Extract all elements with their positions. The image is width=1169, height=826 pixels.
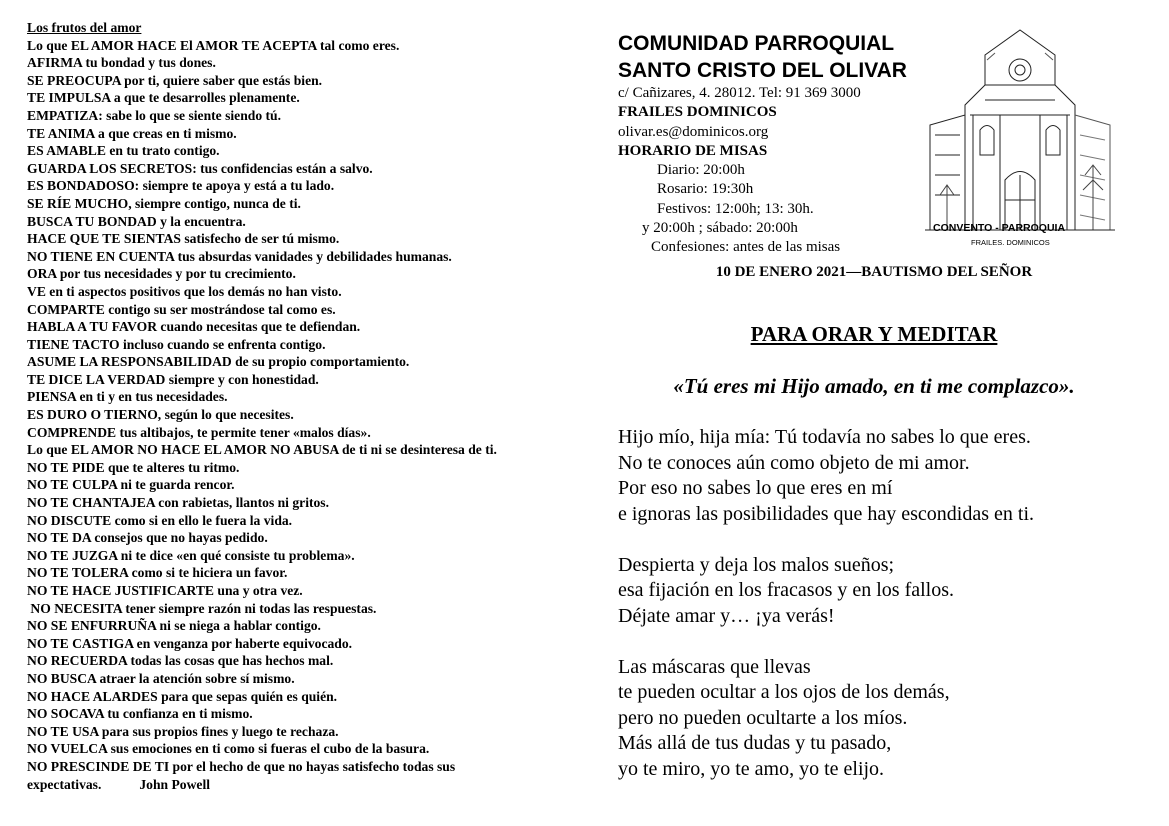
- left-column: [27, 19, 552, 793]
- text-line: NO TE JUZGA ni te dice «en qué consiste tu problema».: [27, 547, 355, 563]
- text-line: TE ANIMA a que creas en ti mismo.: [27, 125, 237, 141]
- text-line: TE IMPULSA a que te desarrolles plenamente.: [27, 90, 300, 106]
- schedule-line: y 20:00h ; sábado: 20:00h: [642, 220, 798, 237]
- poem-line: pero no pueden ocultarte a los míos.: [618, 706, 908, 729]
- poem-line: Déjate amar y… ¡ya verás!: [618, 604, 835, 627]
- text-line: ES DURO O TIERNO, según lo que necesites.: [27, 407, 294, 423]
- poem-line: Las máscaras que llevas: [618, 655, 811, 678]
- text-line: NO TE DA consejos que no hayas pedido.: [27, 530, 268, 546]
- text-line: NO NECESITA tener siempre razón ni todas las respuestas.: [27, 600, 377, 616]
- text-line: NO TE PIDE que te alteres tu ritmo.: [27, 459, 240, 475]
- text-line: COMPRENDE tus altibajos, te permite tener «malos días».: [27, 424, 371, 440]
- text-line: Lo que EL AMOR NO HACE EL AMOR NO ABUSA de ti ni se desinteresa de ti.: [27, 442, 497, 458]
- text-line: NO TE CULPA ni te guarda rencor.: [27, 477, 235, 493]
- left-title: Los frutos del amor: [27, 20, 142, 35]
- text-line: NO HACE ALARDES para que sepas quién es quién.: [27, 688, 338, 704]
- address: c/ Cañizares, 4. 28012. Tel: 91 369 3000: [618, 85, 861, 101]
- poem-line: te pueden ocultar a los ojos de los demás,: [618, 681, 950, 703]
- poem-line: Más allá de tus dudas y tu pasado,: [618, 732, 892, 754]
- text-line: NO SE ENFURRUÑA ni se niega a hablar contigo.: [27, 618, 321, 634]
- text-line: NO TE USA para sus propios fines y luego te rechaza.: [27, 723, 339, 739]
- email: olivar.es@dominicos.org: [618, 123, 769, 140]
- text-line: NO DISCUTE como si en ello le fuera la vida.: [27, 512, 293, 528]
- stanza-gap: [618, 527, 1148, 553]
- poem-line: yo te miro, yo te amo, yo te elijo.: [618, 757, 885, 780]
- text-line-last: [27, 758, 552, 793]
- text-line: ASUME LA RESPONSABILIDAD de su propio comportamiento.: [27, 354, 410, 370]
- parish-header: [618, 30, 918, 258]
- text-line: GUARDA LOS SECRETOS: tus confidencias están a salvo.: [27, 160, 373, 176]
- poem-line: Por eso no sabes lo que eres en mí: [618, 477, 893, 499]
- poem-line: No te conoces aún como objeto de mi amor.: [618, 451, 970, 474]
- text-line: SE RÍE MUCHO, siempre contigo, nunca de ti.: [27, 195, 301, 211]
- text-line: NO PRESCINDE DE TI por el hecho de que no hayas satisfecho todas sus expectativas.: [27, 758, 456, 792]
- text-line: ES AMABLE en tu trato contigo.: [27, 143, 220, 159]
- order-name: FRAILES DOMINICOS: [618, 104, 777, 121]
- text-line: PIENSA en ti y en tus necesidades.: [27, 389, 228, 405]
- text-line: AFIRMA tu bondad y tus dones.: [27, 55, 216, 71]
- date-line: 10 DE ENERO 2021—BAUTISMO DEL SEÑOR: [715, 264, 1033, 280]
- gospel-quote: «Tú eres mi Hijo amado, en ti me complazco».: [673, 374, 1075, 398]
- text-line: NO TIENE EN CUENTA tus absurdas vanidades y debilidades humanas.: [27, 248, 452, 264]
- poem-line: e ignoras las posibilidades que hay escondidas en ti.: [618, 502, 1035, 525]
- poem-line: esa fijación en los fracasos y en los fallos.: [618, 579, 955, 601]
- text-line: NO TE TOLERA como si te hiciera un favor.: [27, 565, 288, 581]
- text-line: Lo que EL AMOR HACE El AMOR TE ACEPTA tal como eres.: [27, 37, 400, 53]
- schedule-line: Diario: 20:00h: [657, 162, 745, 179]
- schedule-line: Festivos: 12:00h; 13: 30h.: [657, 200, 814, 217]
- text-line: NO BUSCA atraer la atención sobre sí mismo.: [27, 670, 295, 686]
- text-line: NO TE CHANTAJEA con rabietas, llantos ni gritos.: [27, 495, 329, 511]
- text-line: HABLA A TU FAVOR cuando necesitas que te defiendan.: [27, 319, 361, 335]
- text-line: VE en ti aspectos positivos que los demás no han visto.: [27, 283, 342, 299]
- text-line: SE PREOCUPA por ti, quiere saber que estás bien.: [27, 72, 323, 88]
- poem-line: Hijo mío, hija mía: Tú todavía no sabes lo que eres.: [618, 426, 1031, 448]
- illustration-subcaption: FRAILES. DOMINICOS: [971, 238, 1050, 247]
- text-line: TIENE TACTO incluso cuando se enfrenta contigo.: [27, 336, 326, 352]
- church-illustration: [925, 15, 1115, 255]
- text-line: NO RECUERDA todas las cosas que has hechos mal.: [27, 653, 334, 669]
- text-line: NO TE CASTIGA en venganza por haberte equivocado.: [27, 635, 353, 651]
- text-line: NO TE HACE JUSTIFICARTE una y otra vez.: [27, 583, 303, 598]
- stanza-gap: [618, 629, 1148, 655]
- section-title: PARA ORAR Y MEDITAR: [750, 322, 998, 346]
- author: John Powell: [139, 776, 210, 792]
- text-line: NO SOCAVA tu confianza en ti mismo.: [27, 706, 253, 722]
- parish-name-line2: SANTO CRISTO DEL OLIVAR: [618, 59, 907, 82]
- schedule-line: Rosario: 19:30h: [657, 181, 754, 198]
- poem: [618, 425, 1148, 782]
- text-line: HACE QUE TE SIENTAS satisfecho de ser tú mismo.: [27, 231, 340, 247]
- schedule-line: Confesiones: antes de las misas: [651, 239, 841, 256]
- text-line: EMPATIZA: sabe lo que se siente siendo tú.: [27, 107, 282, 123]
- schedule-title: HORARIO DE MISAS: [618, 142, 768, 159]
- illustration-caption: CONVENTO - PARROQUIA: [933, 222, 1066, 234]
- text-line: NO VUELCA sus emociones en ti como si fueras el cubo de la basura.: [27, 741, 430, 757]
- text-line: TE DICE LA VERDAD siempre y con honestidad.: [27, 371, 319, 387]
- text-line: ORA por tus necesidades y por tu crecimiento.: [27, 266, 296, 282]
- text-line: BUSCA TU BONDAD y la encuentra.: [27, 213, 246, 229]
- poem-line: Despierta y deja los malos sueños;: [618, 553, 895, 576]
- text-line: ES BONDADOSO: siempre te apoya y está a tu lado.: [27, 178, 335, 194]
- parish-name-line1: COMUNIDAD PARROQUIAL: [618, 32, 895, 55]
- text-line: COMPARTE contigo su ser mostrándose tal como es.: [27, 301, 336, 317]
